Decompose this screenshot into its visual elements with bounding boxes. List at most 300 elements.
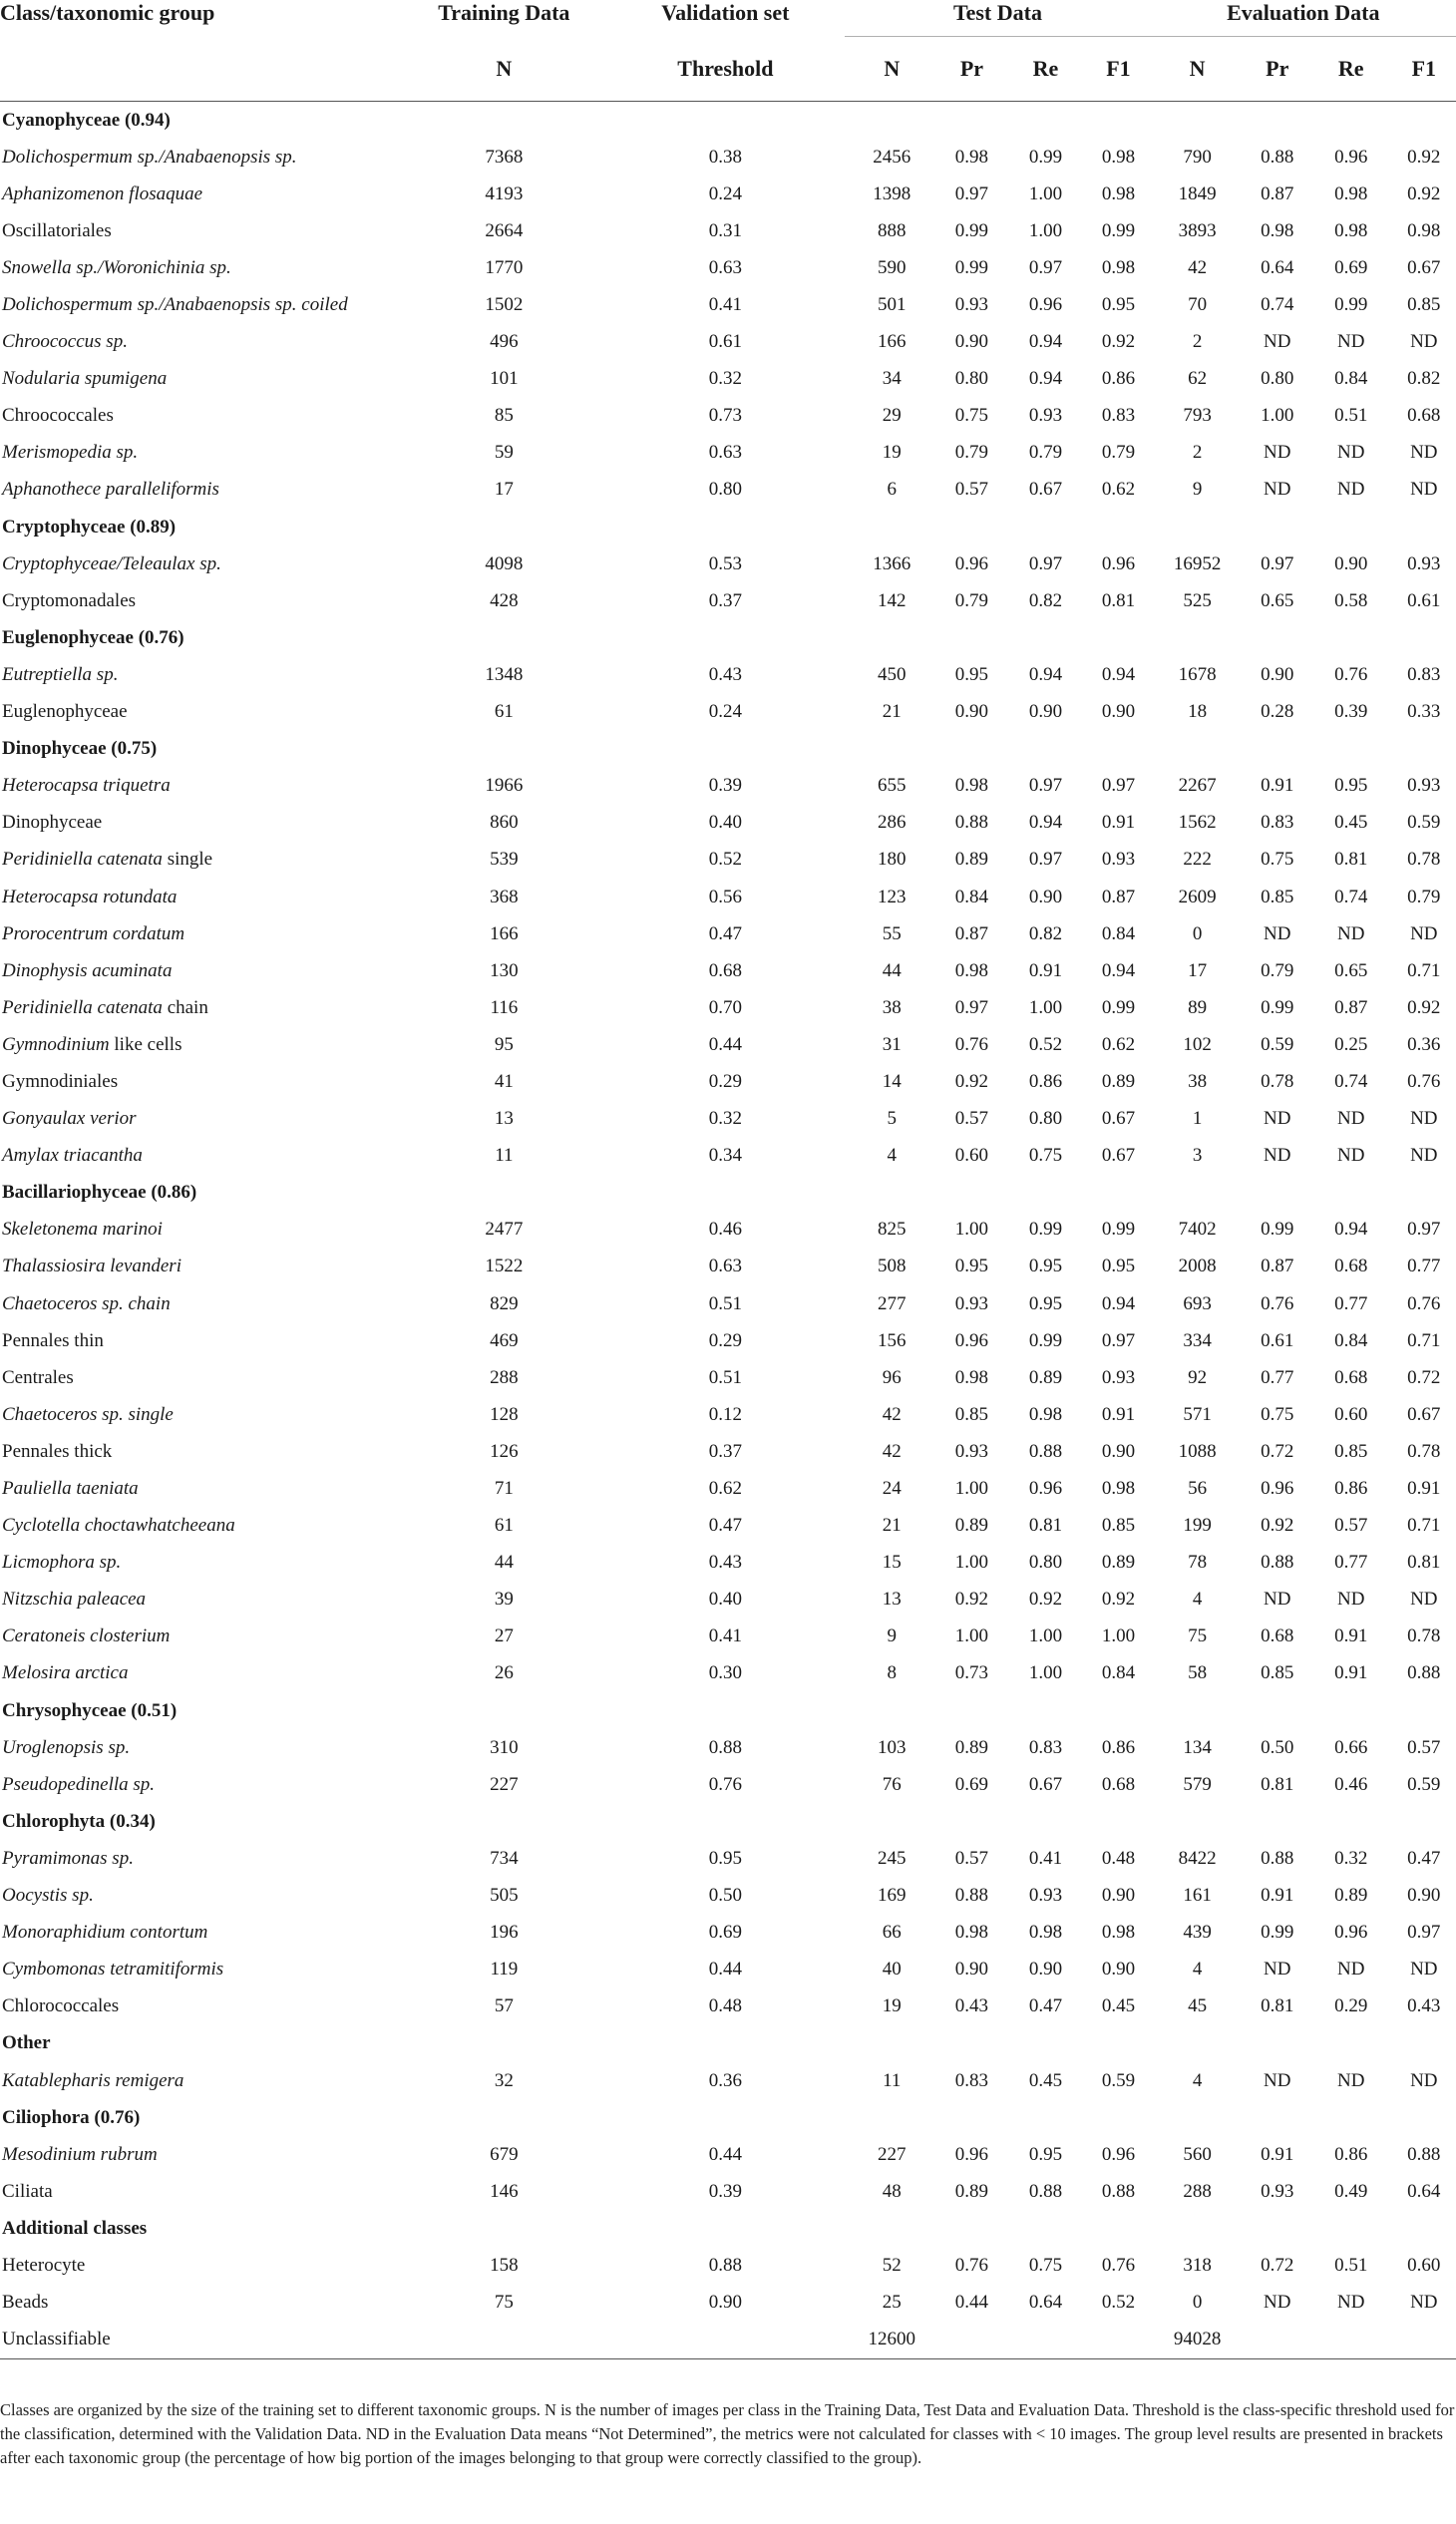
cell-test-f1: 0.96 (1101, 552, 1136, 574)
cell-train-n: 1770 (485, 256, 524, 278)
cell-train-n: 119 (490, 1959, 519, 1981)
cell-test-pr: 0.99 (954, 256, 989, 278)
cell-threshold: 0.43 (708, 1552, 742, 1574)
cell-threshold: 0.73 (708, 405, 742, 427)
table-row (0, 1101, 1456, 1138)
table-row (0, 1766, 1456, 1803)
cell-eval-n: 78 (1188, 1552, 1208, 1574)
table-row (0, 1988, 1456, 2025)
cell-train-n: 368 (490, 886, 519, 907)
cell-test-n: 450 (878, 663, 907, 685)
class-name (0, 2247, 402, 2284)
cell-eval-n: 16952 (1173, 552, 1222, 574)
cell-test-f1: 0.52 (1101, 2292, 1136, 2314)
group-row (0, 619, 1456, 656)
cell-test-re: 0.95 (1028, 1256, 1063, 1277)
cell-eval-f1: 0.88 (1407, 2143, 1441, 2165)
cell-eval-f1: 0.71 (1407, 959, 1441, 981)
group-row (0, 1175, 1456, 1212)
header-test-re: Re (1005, 37, 1087, 102)
cell-train-n: 829 (490, 1292, 519, 1314)
cell-test-re: 0.94 (1028, 368, 1063, 390)
group-row (0, 1692, 1456, 1729)
cell-eval-n: 89 (1188, 996, 1208, 1018)
cell-train-n: 57 (494, 1995, 514, 2017)
table-body (0, 102, 1456, 2359)
cell-test-re: 0.99 (1028, 1329, 1063, 1351)
cell-eval-f1 (1392, 2322, 1456, 2359)
class-name-text: Melosira arctica (2, 1662, 129, 1684)
cell-test-n: 888 (878, 219, 907, 241)
cell-test-pr: 0.95 (954, 663, 989, 685)
class-name (0, 1582, 402, 1619)
cell-test-pr: 0.90 (954, 701, 989, 723)
class-name (0, 1249, 402, 1285)
cell-eval-pr: 0.77 (1261, 1366, 1294, 1388)
cell-eval-pr: 0.97 (1261, 552, 1294, 574)
cell-train-n: 7368 (485, 146, 524, 168)
cell-test-re: 0.67 (1028, 479, 1063, 501)
class-name (0, 768, 402, 805)
cell-test-re: 0.82 (1028, 589, 1063, 611)
cell-eval-f1: 0.92 (1407, 182, 1441, 204)
cell-eval-pr (1245, 2322, 1310, 2359)
cell-test-n: 48 (882, 2180, 902, 2202)
cell-test-re: 0.88 (1028, 1440, 1063, 1462)
cell-eval-pr: 0.79 (1261, 959, 1294, 981)
cell-test-re: 0.96 (1028, 1478, 1063, 1500)
cell-test-f1: 0.89 (1101, 1552, 1136, 1574)
cell-eval-n: 2 (1192, 331, 1203, 353)
cell-eval-re: 0.68 (1334, 1256, 1368, 1277)
cell-eval-n: 7402 (1178, 1219, 1217, 1241)
cell-test-re: 0.97 (1028, 552, 1063, 574)
cell-test-f1: 0.86 (1101, 368, 1136, 390)
cell-threshold: 0.90 (708, 2292, 742, 2314)
cell-eval-pr: 0.59 (1261, 1033, 1294, 1055)
cell-eval-re: 0.91 (1334, 1662, 1368, 1684)
cell-eval-f1: 0.68 (1407, 405, 1441, 427)
class-name-text: Dinophysis acuminata (2, 959, 173, 981)
cell-test-n: 40 (882, 1959, 902, 1981)
class-name-text: Pyramimonas sp. (2, 1847, 134, 1869)
cell-test-f1: 0.90 (1101, 701, 1136, 723)
cell-test-f1: 0.79 (1101, 442, 1136, 464)
cell-eval-f1: 0.57 (1407, 1736, 1441, 1758)
cell-eval-f1: 0.81 (1407, 1552, 1441, 1574)
class-name-text: Cymbomonas tetramitiformis (2, 1959, 224, 1981)
class-name-text: Cryptomonadales (2, 589, 137, 611)
cell-train-n: 1522 (485, 1256, 524, 1277)
cell-eval-f1: 0.67 (1407, 256, 1441, 278)
cell-train-n: 85 (494, 405, 514, 427)
table-row (0, 768, 1456, 805)
footnote-text: Classes are organized by the size of the training set to different taxonomic groups. N is the number of images per class in the Training Data, Test Data and Evaluation Data. Threshold is the class-specific threshold used for the classification, determined with the Validation Data. ND in the Evaluation Data means “Not Determined”, the metrics were not calculated for classes with < 10 images. The group level results are presented in brackets after each taxonomic group (the percentage of how big portion of the images belonging to that group were correctly classified to the group). (0, 2400, 1455, 2467)
class-name-text: Chroococcales (2, 405, 114, 427)
table-row (0, 212, 1456, 249)
cell-test-pr: 0.79 (954, 589, 989, 611)
table-row (0, 249, 1456, 286)
cell-test-f1: 0.98 (1101, 1478, 1136, 1500)
cell-train-n: 860 (490, 812, 519, 834)
cell-threshold (605, 2322, 845, 2359)
cell-eval-pr: 0.74 (1261, 294, 1294, 316)
class-name-text: Chroococcus sp. (2, 331, 128, 353)
table-row (0, 1433, 1456, 1470)
cell-eval-f1: 0.71 (1407, 1329, 1441, 1351)
cell-test-n: 19 (882, 442, 902, 464)
cell-eval-re: 0.84 (1334, 1329, 1368, 1351)
cell-eval-f1: 0.64 (1407, 2180, 1441, 2202)
cell-train-n: 75 (494, 2292, 514, 2314)
cell-train-n: 539 (490, 849, 519, 871)
cell-eval-pr: ND (1264, 1589, 1291, 1611)
class-name (0, 842, 402, 879)
cell-eval-pr: 0.83 (1261, 812, 1294, 834)
table-row (0, 582, 1456, 619)
cell-test-re: 0.75 (1028, 1145, 1063, 1167)
cell-test-f1: 0.67 (1101, 1108, 1136, 1130)
cell-train-n: 61 (494, 701, 514, 723)
cell-test-n: 8 (887, 1662, 898, 1684)
class-name (0, 176, 402, 212)
cell-test-re: 0.82 (1028, 922, 1063, 944)
group-name: Chrysophyceae (0.51) (2, 1699, 178, 1721)
cell-eval-pr: ND (1264, 331, 1291, 353)
class-name (0, 1285, 402, 1322)
cell-eval-f1: ND (1410, 331, 1438, 353)
class-name (0, 1988, 402, 2025)
cell-test-f1: 0.97 (1101, 775, 1136, 797)
cell-test-f1: 0.95 (1101, 1256, 1136, 1277)
cell-eval-re: 0.45 (1334, 812, 1368, 834)
cell-eval-f1: 0.83 (1407, 663, 1441, 685)
cell-train-n: 126 (490, 1440, 519, 1462)
cell-eval-f1: ND (1410, 2292, 1438, 2314)
cell-test-pr: 0.84 (954, 886, 989, 907)
class-name (0, 1470, 402, 1507)
cell-train-n: 95 (494, 1033, 514, 1055)
cell-test-f1: 0.94 (1101, 663, 1136, 685)
cell-test-pr: 0.98 (954, 1922, 989, 1944)
group-name: Chlorophyta (0.34) (2, 1810, 156, 1832)
cell-test-pr: 0.89 (954, 2180, 989, 2202)
class-name-text: Nodularia spumigena (2, 368, 168, 390)
cell-eval-pr: 0.81 (1261, 1773, 1294, 1795)
cell-train-n: 17 (494, 479, 514, 501)
cell-test-re: 1.00 (1028, 1662, 1063, 1684)
cell-test-f1: 0.90 (1101, 1885, 1136, 1907)
cell-eval-re: 0.77 (1334, 1292, 1368, 1314)
cell-eval-pr: 0.65 (1261, 589, 1294, 611)
cell-test-f1: 0.91 (1101, 1403, 1136, 1425)
class-name-text: Eutreptiella sp. (2, 663, 119, 685)
cell-test-n: 277 (878, 1292, 907, 1314)
cell-test-f1: 0.90 (1101, 1440, 1136, 1462)
cell-eval-pr: 0.75 (1261, 849, 1294, 871)
cell-train-n: 39 (494, 1589, 514, 1611)
cell-eval-n: 161 (1183, 1885, 1212, 1907)
table-row (0, 472, 1456, 509)
cell-eval-n: 134 (1183, 1736, 1212, 1758)
class-name (0, 1619, 402, 1655)
class-name-text: Peridiniella catenata (2, 996, 163, 1018)
header-eval-n: N (1151, 37, 1245, 102)
cell-train-n: 2477 (485, 1219, 524, 1241)
cell-threshold: 0.63 (708, 256, 742, 278)
cell-train-n: 158 (490, 2254, 519, 2276)
group-name: Other (2, 2032, 51, 2054)
cell-test-pr: 0.96 (954, 2143, 989, 2165)
cell-eval-pr: 0.81 (1261, 1995, 1294, 2017)
cell-eval-f1: ND (1410, 1108, 1438, 1130)
class-name (0, 249, 402, 286)
cell-eval-re: ND (1337, 442, 1365, 464)
cell-eval-n: 1849 (1178, 182, 1217, 204)
class-name (0, 582, 402, 619)
table-row (0, 2173, 1456, 2210)
cell-test-f1: 0.48 (1101, 1847, 1136, 1869)
cell-threshold: 0.68 (708, 959, 742, 981)
cell-test-f1: 0.76 (1101, 2254, 1136, 2276)
cell-test-n: 21 (882, 701, 902, 723)
group-name: Euglenophyceae (0.76) (2, 626, 184, 648)
class-name (0, 472, 402, 509)
table-row (0, 1138, 1456, 1175)
table-row (0, 1285, 1456, 1322)
cell-eval-f1: 0.76 (1407, 1292, 1441, 1314)
table-row (0, 2136, 1456, 2173)
cell-eval-n: 70 (1188, 294, 1208, 316)
group-row (0, 2210, 1456, 2247)
cell-test-n: 66 (882, 1922, 902, 1944)
cell-eval-n: 92 (1188, 1366, 1208, 1388)
cell-eval-re: 0.29 (1334, 1995, 1368, 2017)
cell-train-n: 469 (490, 1329, 519, 1351)
cell-test-f1: 0.84 (1101, 1662, 1136, 1684)
cell-test-n: 1398 (873, 182, 911, 204)
class-name-text: Snowella sp./Woronichinia sp. (2, 256, 231, 278)
class-name-text: Euglenophyceae (2, 701, 128, 723)
cell-eval-pr: 0.72 (1261, 1440, 1294, 1462)
cell-eval-re: 0.99 (1334, 294, 1368, 316)
table-row (0, 805, 1456, 842)
cell-threshold: 0.32 (708, 1108, 742, 1130)
cell-train-n: 288 (490, 1366, 519, 1388)
group-name: Cryptophyceae (0.89) (2, 516, 177, 538)
cell-eval-re: 0.57 (1334, 1515, 1368, 1537)
cell-train-n: 146 (490, 2180, 519, 2202)
table-row (0, 1322, 1456, 1359)
class-name-text: Katablepharis remigera (2, 2069, 184, 2091)
cell-test-re: 0.41 (1028, 1847, 1063, 1869)
cell-threshold: 0.56 (708, 886, 742, 907)
cell-test-re: 0.97 (1028, 849, 1063, 871)
cell-test-f1: 0.96 (1101, 2143, 1136, 2165)
cell-test-f1: 0.98 (1101, 182, 1136, 204)
class-name (0, 435, 402, 472)
cell-test-pr: 1.00 (954, 1219, 989, 1241)
cell-eval-n: 9 (1192, 479, 1203, 501)
cell-test-re: 0.93 (1028, 405, 1063, 427)
cell-test-n: 42 (882, 1440, 902, 1462)
cell-eval-f1: 0.78 (1407, 1625, 1441, 1647)
group-row (0, 509, 1456, 545)
table-row (0, 842, 1456, 879)
header-evaluation-data: Evaluation Data (1151, 0, 1456, 37)
table-row (0, 324, 1456, 361)
class-name-text: Gymnodinium (2, 1033, 110, 1055)
cell-eval-pr: ND (1264, 1145, 1291, 1167)
class-name (0, 1063, 402, 1100)
class-name-text: Chaetoceros sp. chain (2, 1292, 171, 1314)
class-name (0, 989, 402, 1026)
cell-train-n (402, 2322, 605, 2359)
cell-eval-pr: ND (1264, 922, 1291, 944)
cell-test-pr: 0.89 (954, 1515, 989, 1537)
cell-eval-n: 525 (1183, 589, 1212, 611)
cell-test-n: 5 (887, 1108, 898, 1130)
cell-test-re: 0.95 (1028, 2143, 1063, 2165)
cell-test-re: 0.88 (1028, 2180, 1063, 2202)
cell-eval-re: 0.58 (1334, 589, 1368, 611)
table-row (0, 1545, 1456, 1582)
cell-test-pr: 0.88 (954, 812, 989, 834)
cell-test-pr: 1.00 (954, 1625, 989, 1647)
cell-test-re: 0.94 (1028, 663, 1063, 685)
cell-test-f1: 0.89 (1101, 1070, 1136, 1092)
cell-eval-re: 0.96 (1334, 1922, 1368, 1944)
class-name-text: Beads (2, 2292, 49, 2314)
cell-eval-pr: ND (1264, 2292, 1291, 2314)
cell-eval-pr: 0.72 (1261, 2254, 1294, 2276)
cell-eval-n: 318 (1183, 2254, 1212, 2276)
cell-eval-n: 1088 (1178, 1440, 1217, 1462)
table-row (0, 2322, 1456, 2359)
cell-eval-re: ND (1337, 1589, 1365, 1611)
table-row (0, 1212, 1456, 1249)
cell-test-n: 76 (882, 1773, 902, 1795)
cell-eval-re: 0.46 (1334, 1773, 1368, 1795)
cell-test-pr: 0.60 (954, 1145, 989, 1167)
cell-test-n: 286 (878, 812, 907, 834)
cell-threshold: 0.47 (708, 922, 742, 944)
cell-eval-n: 102 (1183, 1033, 1212, 1055)
cell-eval-n: 4 (1192, 1959, 1203, 1981)
header-training-n: N (402, 37, 605, 102)
cell-eval-re: 0.25 (1334, 1033, 1368, 1055)
cell-eval-pr: 0.99 (1261, 1219, 1294, 1241)
class-name-text: Skeletonema marinoi (2, 1219, 163, 1241)
class-name-text: Heterocapsa triquetra (2, 775, 171, 797)
cell-train-n: 32 (494, 2069, 514, 2091)
cell-eval-f1: ND (1410, 479, 1438, 501)
cell-test-f1: 0.86 (1101, 1736, 1136, 1758)
cell-eval-re: 0.69 (1334, 256, 1368, 278)
class-name (0, 1729, 402, 1766)
cell-eval-pr: 0.76 (1261, 1292, 1294, 1314)
cell-threshold: 0.51 (708, 1366, 742, 1388)
table-row (0, 435, 1456, 472)
cell-train-n: 428 (490, 589, 519, 611)
class-name (0, 1952, 402, 1988)
cell-test-f1: 0.84 (1101, 922, 1136, 944)
cell-eval-n: 222 (1183, 849, 1212, 871)
cell-threshold: 0.47 (708, 1515, 742, 1537)
cell-train-n: 4193 (485, 182, 524, 204)
cell-test-f1: 0.59 (1101, 2069, 1136, 2091)
cell-eval-n: 75 (1188, 1625, 1208, 1647)
cell-test-pr: 0.76 (954, 1033, 989, 1055)
cell-test-f1: 0.97 (1101, 1329, 1136, 1351)
class-name (0, 398, 402, 435)
cell-test-n: 29 (882, 405, 902, 427)
cell-eval-re: 0.74 (1334, 886, 1368, 907)
header-test-f1: F1 (1086, 37, 1150, 102)
class-name-text: Uroglenopsis sp. (2, 1736, 131, 1758)
header-test-n: N (845, 37, 938, 102)
class-name (0, 2173, 402, 2210)
cell-test-f1: 0.67 (1101, 1145, 1136, 1167)
cell-train-n: 130 (490, 959, 519, 981)
cell-eval-f1: 0.85 (1407, 294, 1441, 316)
table-row (0, 1359, 1456, 1396)
group-row (0, 2025, 1456, 2062)
cell-test-pr: 0.98 (954, 1366, 989, 1388)
cell-eval-n: 18 (1188, 701, 1208, 723)
cell-threshold: 0.70 (708, 996, 742, 1018)
cell-eval-n: 790 (1183, 146, 1212, 168)
cell-train-n: 26 (494, 1662, 514, 1684)
cell-test-re (1005, 2322, 1087, 2359)
cell-eval-n: 2 (1192, 442, 1203, 464)
cell-train-n: 227 (490, 1773, 519, 1795)
cell-test-n: 38 (882, 996, 902, 1018)
cell-test-re: 0.64 (1028, 2292, 1063, 2314)
cell-eval-pr: 0.98 (1261, 219, 1294, 241)
cell-test-f1: 0.92 (1101, 1589, 1136, 1611)
class-name (0, 805, 402, 842)
cell-eval-f1: ND (1410, 1589, 1438, 1611)
cell-eval-re: 0.86 (1334, 1478, 1368, 1500)
cell-test-re: 0.80 (1028, 1108, 1063, 1130)
cell-train-n: 505 (490, 1885, 519, 1907)
cell-eval-pr: 0.85 (1261, 1662, 1294, 1684)
class-name (0, 1396, 402, 1433)
cell-test-n: 508 (878, 1256, 907, 1277)
cell-test-n: 25 (882, 2292, 902, 2314)
cell-threshold: 0.44 (708, 2143, 742, 2165)
cell-test-re: 0.83 (1028, 1736, 1063, 1758)
class-name (0, 1101, 402, 1138)
cell-threshold: 0.40 (708, 812, 742, 834)
cell-test-f1: 0.85 (1101, 1515, 1136, 1537)
cell-threshold: 0.30 (708, 1662, 742, 1684)
cell-threshold: 0.63 (708, 442, 742, 464)
cell-eval-re: 0.74 (1334, 1070, 1368, 1092)
cell-eval-pr: 0.88 (1261, 146, 1294, 168)
cell-threshold: 0.48 (708, 1995, 742, 2017)
cell-eval-re (1310, 2322, 1392, 2359)
table-header (0, 0, 1456, 102)
cell-eval-f1: 0.93 (1407, 552, 1441, 574)
class-name-text: Pennales thick (2, 1440, 113, 1462)
cell-test-n: 4 (887, 1145, 898, 1167)
cell-test-n: 24 (882, 1478, 902, 1500)
cell-eval-re: ND (1337, 1108, 1365, 1130)
class-name (0, 212, 402, 249)
cell-eval-re: 0.65 (1334, 959, 1368, 981)
